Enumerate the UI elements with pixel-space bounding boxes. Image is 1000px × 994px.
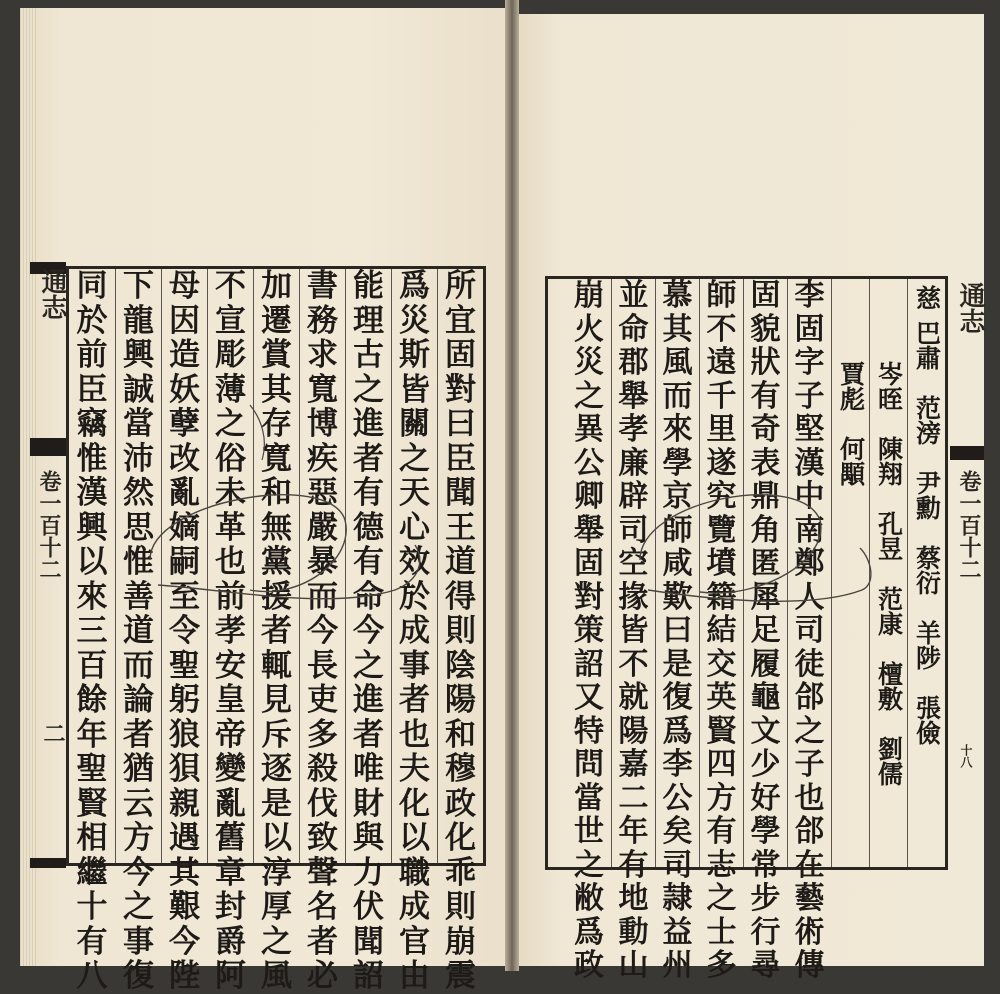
name-list-column	[907, 279, 945, 867]
margin-bottom-block	[30, 858, 66, 868]
left-margin-title: 通志	[37, 268, 67, 320]
fish-tail-mark	[30, 438, 66, 456]
text-column: 所 宜 固 對 曰 臣 聞 王 道 得 則 陰 陽 和 穆 政 化 乖 則 崩 震	[437, 269, 483, 863]
text-column: 下 龍 興 誠 當 沛 然 思 惟 善 道 而 論 者 猶 云 方 今 之 事 復	[115, 269, 161, 863]
list-heading: 慈	[912, 285, 942, 310]
text-column: 崩 火 災 之 異 公 卿 舉 固 對 策 詔 又 特 問 當 世 之 敝 爲 政	[574, 278, 604, 983]
book-gutter	[505, 0, 519, 971]
fish-tail-mark-right	[950, 446, 984, 460]
right-text-frame	[545, 276, 948, 983]
text-column: 爲 災 斯 皆 關 之 天 心 效 於 成 事 者 也 夫 化 以 職 成 官 由	[391, 269, 437, 863]
name-list-column	[831, 279, 869, 867]
text-column: 師 不 遠 千 里 遂 究 覽 墳 籍 結 交 英 賢 四 方 有 志 之 士 多	[699, 279, 743, 867]
right-margin-volume: 卷一百十二	[956, 470, 982, 580]
name-list: 賈彪 何顒	[836, 361, 866, 486]
left-text-frame	[66, 266, 486, 994]
right-margin-page: 十八	[959, 744, 973, 768]
right-text-columns	[548, 278, 945, 983]
left-text-columns	[69, 268, 483, 994]
text-column: 能 理 古 之 進 者 有 德 有 命 今 之 進 者 唯 財 與 力 伏 聞 詔	[345, 269, 391, 863]
text-column: 固 貌 狀 有 奇 表 鼎 角 匿 犀 足 履 龜 文 少 好 學 常 步 行 尋	[743, 279, 787, 867]
text-column: 不 宣 彫 薄 之 俗 未 革 也 前 孝 安 皇 帝 變 亂 舊 章 封 爵 阿	[207, 269, 253, 863]
text-column: 同 於 前 臣 竊 惟 漢 興 以 來 三 百 餘 年 聖 賢 相 繼 十 有 八	[76, 268, 108, 994]
left-margin-volume: 卷一百十二	[36, 470, 62, 580]
name-list: 岑晊 陳翔 孔昱 范康 檀敷 劉儒	[874, 361, 904, 786]
text-column: 母 因 造 妖 孽 改 亂 嫡 嗣 至 令 聖 躬 狼 狽 親 遇 其 艱 今 陛	[161, 269, 207, 863]
left-margin-page: 二	[40, 722, 66, 744]
name-list: 巴肅 范滂 尹勳 蔡衍 羊陟 張儉	[912, 320, 942, 745]
right-margin-title: 通志	[955, 282, 985, 334]
text-column: 慕 其 風 而 來 學 京 師 咸 歎 曰 是 復 爲 李 公 矣 司 隷 益 州	[655, 279, 699, 867]
text-column: 書 務 求 寬 博 疾 惡 嚴 暴 而 今 長 吏 多 殺 伐 致 聲 名 者 必	[299, 269, 345, 863]
text-column: 加 遷 賞 其 存 寬 和 無 黨 援 者 輒 見 斥 逐 是 以 淳 厚 之 風	[253, 269, 299, 863]
text-column: 李 固 字 子 堅 漢 中 南 鄭 人 司 徒 郃 之 子 也 郃 在 藝 術 傳	[787, 279, 831, 867]
name-list-column	[869, 279, 907, 867]
text-column: 並 命 郡 舉 孝 廉 辟 司 空 掾 皆 不 就 陽 嘉 二 年 有 地 動 山	[611, 279, 655, 867]
